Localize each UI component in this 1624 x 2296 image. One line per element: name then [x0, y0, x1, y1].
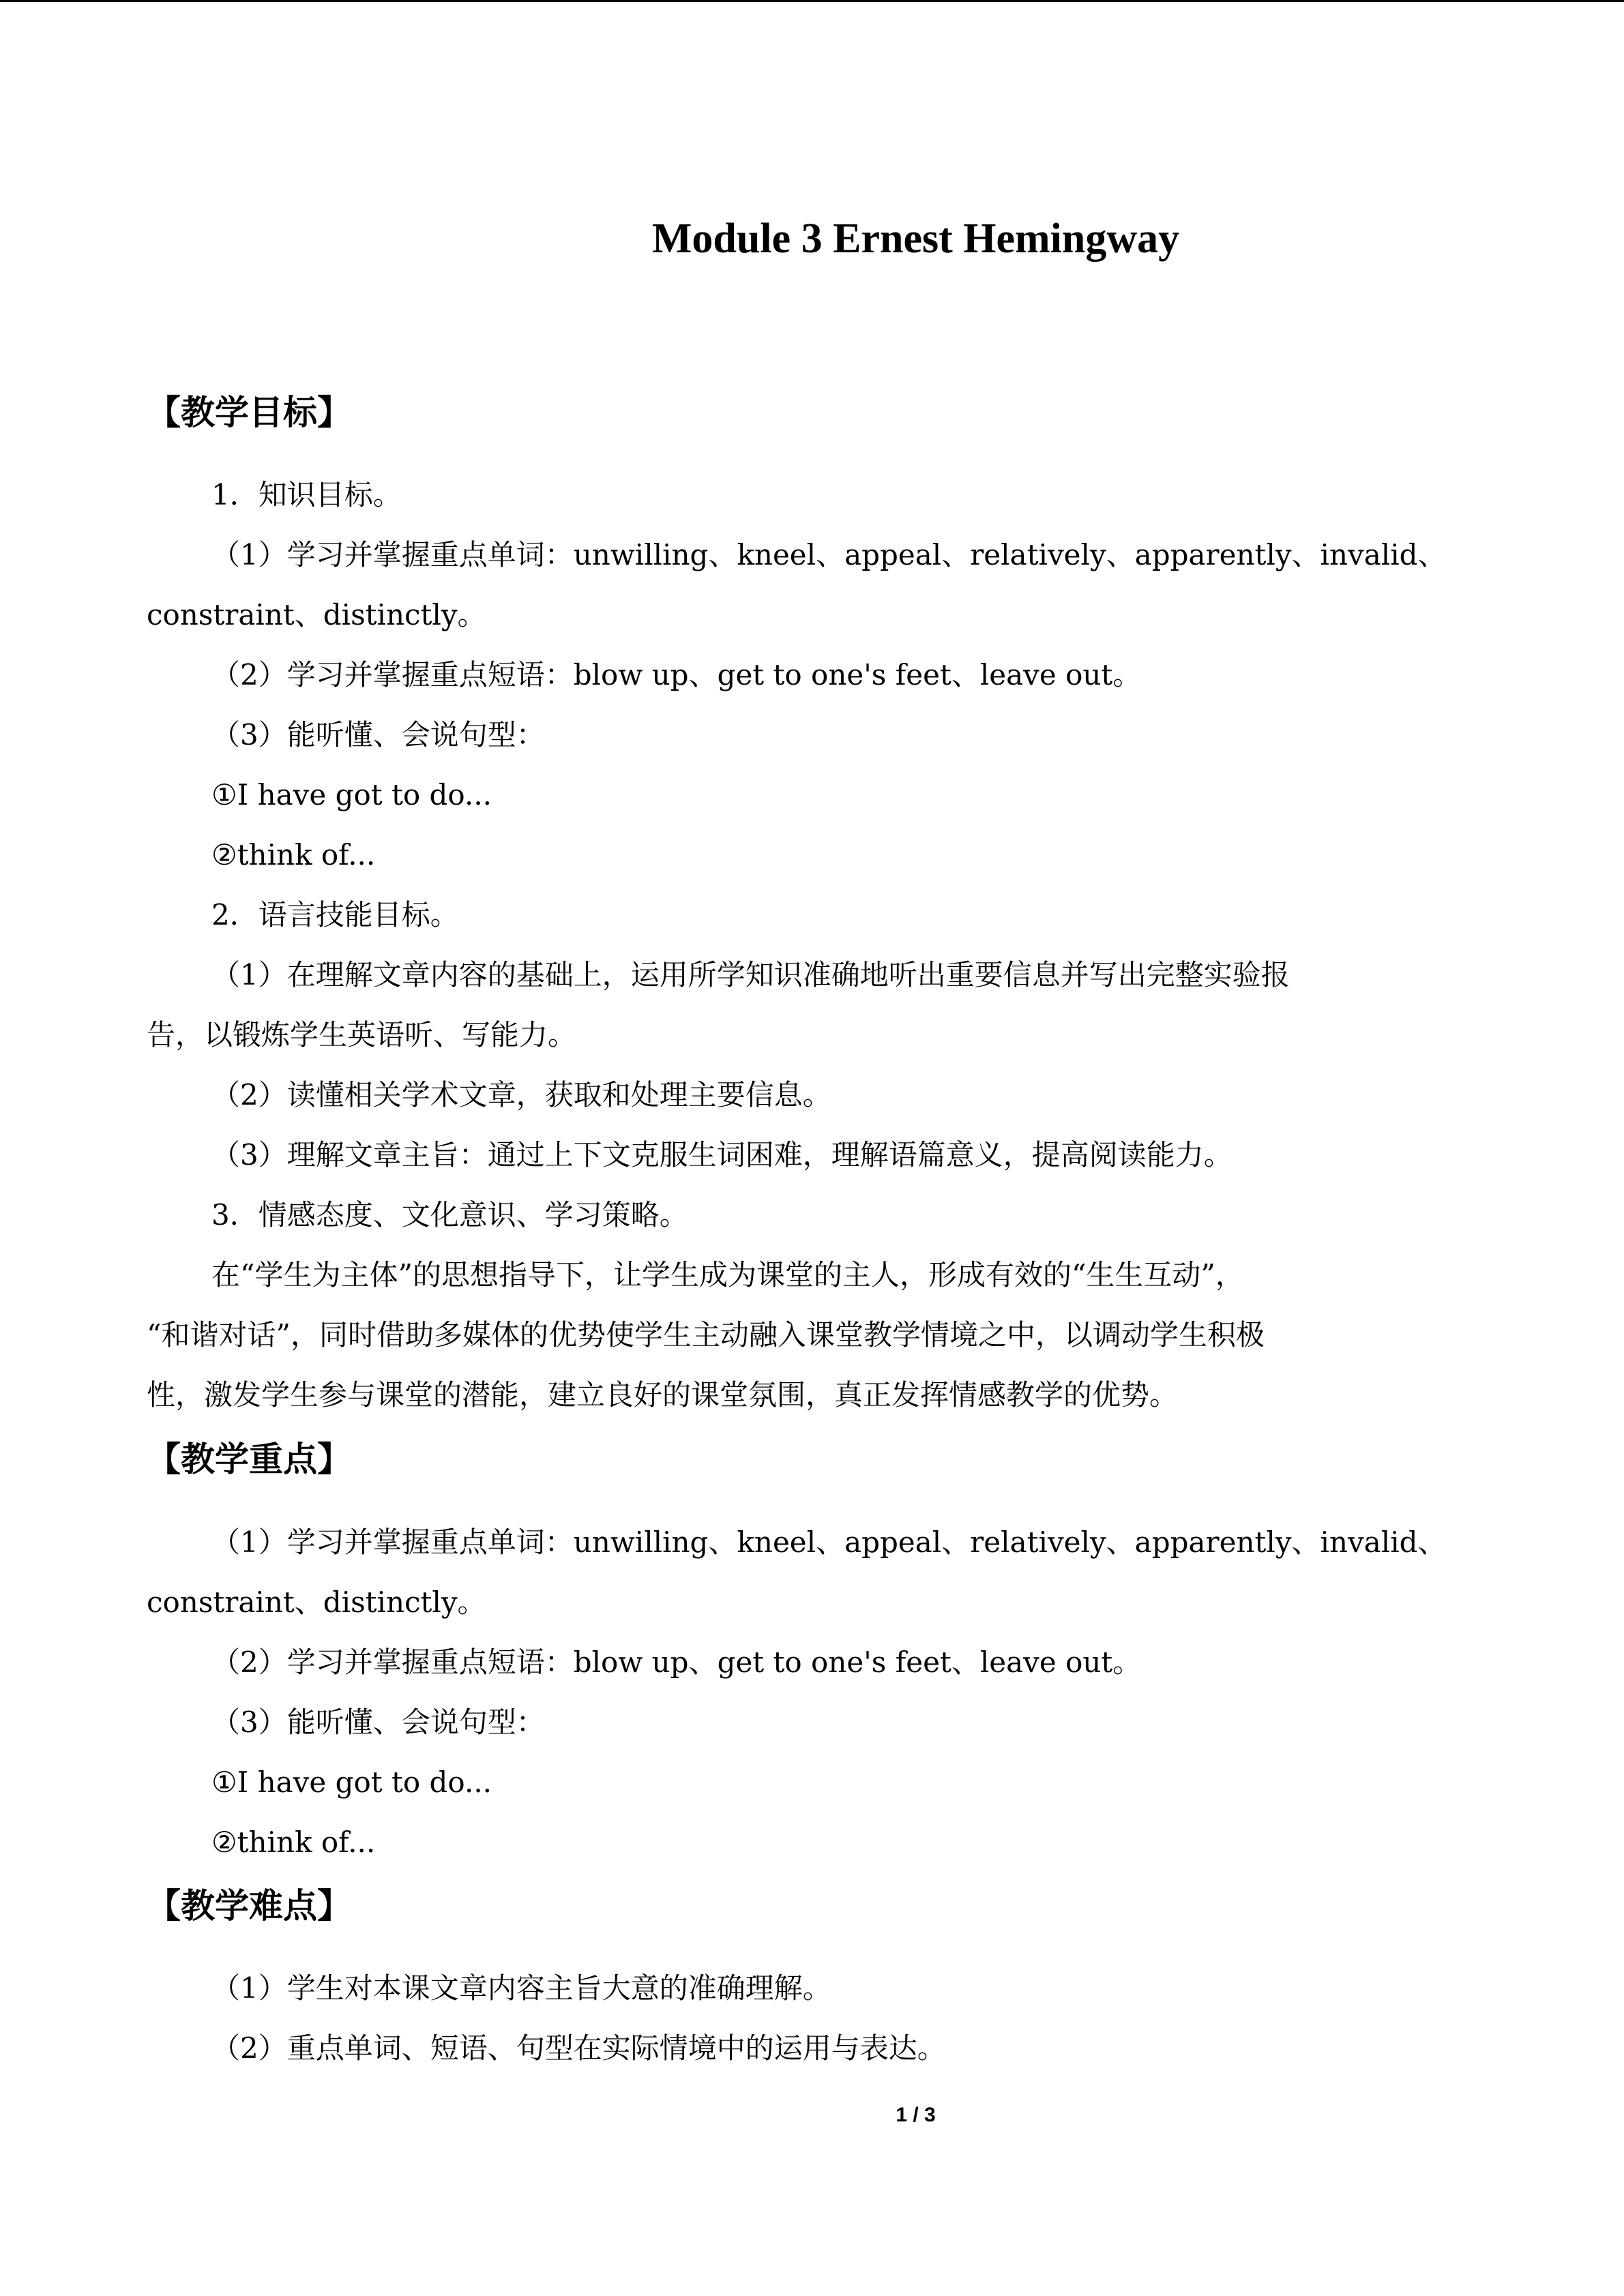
difficulties-line-2: （2）重点单词、短语、句型在实际情境中的运用与表达。: [211, 2031, 946, 2065]
section-heading-difficulties: 【教学难点】: [147, 1886, 351, 1926]
objectives-line-9: （1）在理解文章内容的基础上，运用所学知识准确地听出重要信息并写出完整实验报: [211, 958, 1290, 992]
document-title: Module 3 Ernest Hemingway: [651, 215, 1180, 262]
objectives-line-13: 3．情感态度、文化意识、学习策略。: [211, 1198, 688, 1232]
key-points-line-2: constraint、distinctly。: [147, 1585, 486, 1619]
key-points-line-4: （3）能听懂、会说句型：: [211, 1705, 545, 1739]
objectives-line-3: constraint、distinctly。: [147, 598, 486, 631]
section-heading-objectives: 【教学目标】: [147, 393, 351, 432]
objectives-line-7: ②think of...: [211, 838, 376, 871]
objectives-line-15: “和谐对话”，同时借助多媒体的优势使学生主动融入课堂教学情境之中，以调动学生积极: [147, 1318, 1265, 1352]
document-page: [147, 0, 1477, 2296]
key-points-line-6: ②think of...: [211, 1825, 376, 1859]
key-points-line-5: ①I have got to do...: [211, 1765, 492, 1799]
section-heading-key-points: 【教学重点】: [147, 1440, 351, 1479]
objectives-line-1: 1．知识目标。: [211, 478, 402, 511]
difficulties-line-1: （1）学生对本课文章内容主旨大意的准确理解。: [211, 1971, 831, 2005]
objectives-line-16: 性，激发学生参与课堂的潜能，建立良好的课堂氛围，真正发挥情感教学的优势。: [147, 1378, 1179, 1412]
objectives-line-4: （2）学习并掌握重点短语：blow up、get to one's feet、leave out。: [211, 658, 1142, 691]
page-number: 1 / 3: [896, 2104, 936, 2126]
objectives-line-2: （1）学习并掌握重点单词：unwilling、kneel、appeal、relatively、apparently、invalid、: [211, 538, 1447, 571]
objectives-line-6: ①I have got to do...: [211, 778, 492, 811]
objectives-line-5: （3）能听懂、会说句型：: [211, 718, 545, 751]
key-points-line-1: （1）学习并掌握重点单词：unwilling、kneel、appeal、relatively、apparently、invalid、: [211, 1525, 1447, 1559]
objectives-line-12: （3）理解文章主旨：通过上下文克服生词困难，理解语篇意义，提高阅读能力。: [211, 1138, 1232, 1172]
objectives-line-8: 2．语言技能目标。: [211, 898, 459, 931]
objectives-line-10: 告，以锻炼学生英语听、写能力。: [147, 1018, 577, 1052]
key-points-line-3: （2）学习并掌握重点短语：blow up、get to one's feet、leave out。: [211, 1645, 1142, 1679]
objectives-line-11: （2）读懂相关学术文章，获取和处理主要信息。: [211, 1078, 831, 1112]
objectives-line-14: 在“学生为主体”的思想指导下，让学生成为课堂的主人，形成有效的“生生互动”，: [211, 1258, 1244, 1292]
